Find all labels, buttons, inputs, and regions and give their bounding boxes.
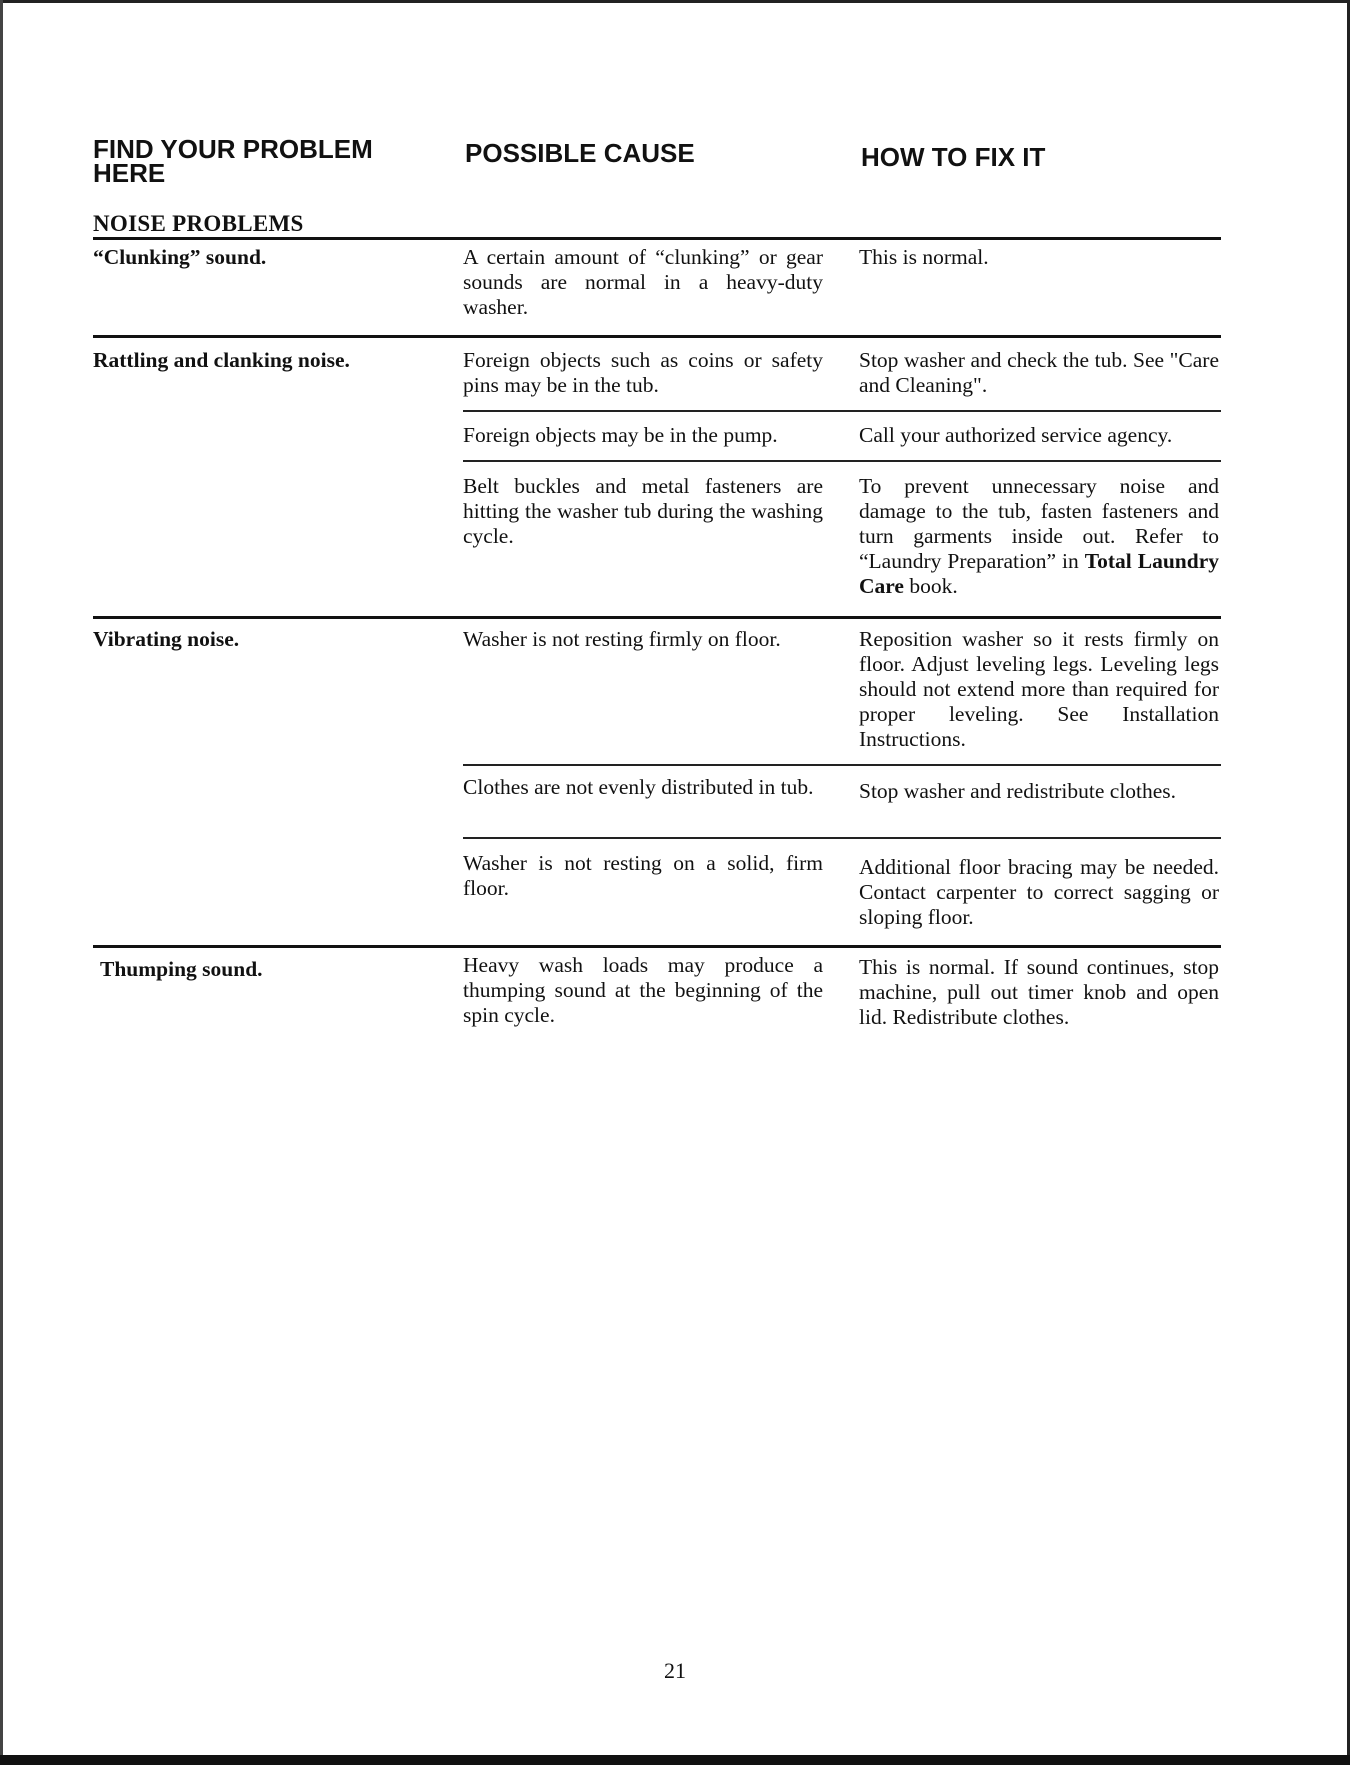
problem-rattling: Rattling and clanking noise. xyxy=(93,348,350,372)
cause-cell: Foreign objects such as coins or safety pins may be in the tub. xyxy=(463,348,823,397)
problem-clunking: “Clunking” sound. xyxy=(93,245,267,269)
section-rule xyxy=(93,237,1221,240)
row-divider xyxy=(93,945,1221,948)
problem-vibrating: Vibrating noise. xyxy=(93,627,240,651)
page-number: 21 xyxy=(664,1658,686,1683)
fix-cell: Stop washer and redistribute clothes. xyxy=(859,779,1177,803)
row-divider xyxy=(463,837,1221,839)
cause-cell: Clothes are not evenly distributed in tub. xyxy=(463,775,814,799)
row-divider xyxy=(463,410,1221,412)
page-border-top xyxy=(0,0,1350,3)
fix-text: book. xyxy=(903,574,958,598)
row-divider xyxy=(93,335,1221,338)
row-divider xyxy=(463,460,1221,462)
problem-thumping: Thumping sound. xyxy=(100,957,263,981)
book-title: Total Laundry Care xyxy=(859,549,1219,598)
header-cause: POSSIBLE CAUSE xyxy=(465,138,695,168)
fix-cell: This is normal. If sound continues, stop machine, pull out timer knob and open lid. Redistribute clothes. xyxy=(859,955,1219,1029)
cause-cell: A certain amount of “clunking” or gear sounds are normal in a heavy-duty washer. xyxy=(463,245,823,319)
fix-text: To prevent unnecessary noise and damage to the tub, fasten fasteners and turn garments inside out. Refer to “Laundry Preparation” in xyxy=(859,474,1219,573)
cause-cell: Washer is not resting on a solid, firm floor. xyxy=(463,851,823,900)
header-problem: FIND YOUR PROBLEM HERE xyxy=(93,134,373,188)
row-divider xyxy=(463,764,1221,766)
cause-cell: Belt buckles and metal fasteners are hitting the washer tub during the washing cycle. xyxy=(463,474,823,548)
page-border-bottom xyxy=(0,1755,1350,1765)
row-divider xyxy=(93,616,1221,619)
page-border-left xyxy=(0,0,3,1765)
cause-cell: Heavy wash loads may produce a thumping sound at the beginning of the spin cycle. xyxy=(463,953,823,1027)
cause-cell: Foreign objects may be in the pump. xyxy=(463,423,778,447)
fix-cell: This is normal. xyxy=(859,245,989,269)
header-fix: HOW TO FIX IT xyxy=(861,142,1046,172)
fix-cell: Reposition washer so it rests firmly on floor. Adjust leveling legs. Leveling legs should not extend more than required for proper leveling. See Installation Instructions. xyxy=(859,627,1219,751)
fix-cell xyxy=(859,474,1219,599)
cause-cell: Washer is not resting firmly on floor. xyxy=(463,627,781,651)
fix-cell: Stop washer and check the tub. See "Care and Cleaning". xyxy=(859,348,1219,397)
fix-cell: Additional floor bracing may be needed. Contact carpenter to correct sagging or sloping floor. xyxy=(859,855,1219,929)
section-title: NOISE PROBLEMS xyxy=(93,211,304,236)
fix-cell: Call your authorized service agency. xyxy=(859,423,1173,447)
